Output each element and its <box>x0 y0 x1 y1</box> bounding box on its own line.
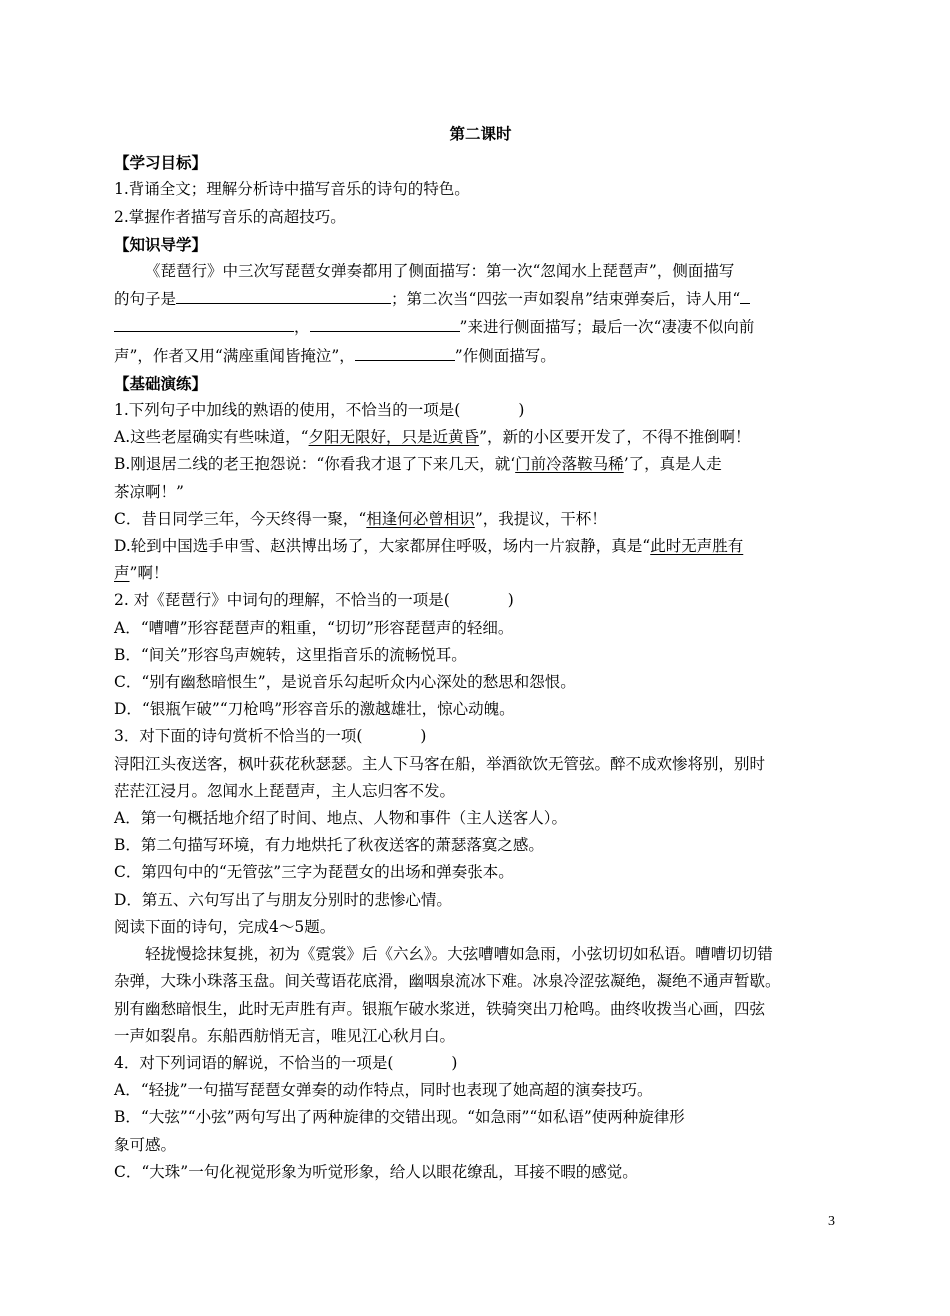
question-3-option-c: C．第四句中的“无管弦”三字为琵琶女的出场和弹奏张本。 <box>114 863 514 882</box>
guide-paragraph-line-4 <box>114 342 847 370</box>
guide-paragraph-line-2 <box>114 285 847 313</box>
question-text: 2. 对《琵琶行》中词句的理解，不恰当的一项是( <box>114 591 450 610</box>
question-text: ) <box>420 727 427 746</box>
answer-blank-4[interactable] <box>355 342 455 361</box>
guide-text: 声”，作者又用“满座重闻皆掩泣”， <box>114 346 355 365</box>
question-2-stem <box>114 587 847 614</box>
objective-item-1: 1.背诵全文；理解分析诗中描写音乐的诗句的特色。 <box>114 180 470 199</box>
question-4-option-b-cont: 象可感。 <box>114 1135 177 1154</box>
guide-paragraph-line-1: 《琵琶行》中三次写琵琶女弹奏都用了侧面描写：第一次“忽闻水上琵琶声”，侧面描写 <box>145 262 735 281</box>
answer-blank-2a[interactable] <box>740 285 750 304</box>
question-3-poem-line-1: 浔阳江头夜送客，枫叶荻花秋瑟瑟。主人下马客在船，举酒欲饮无管弦。醉不成欢惨将别，别时 <box>114 754 766 773</box>
question-4-option-c: C．“大珠”一句化视觉形象为听觉形象，给人以眼花缭乱，耳接不暇的感觉。 <box>114 1162 638 1181</box>
underlined-idiom: 门前冷落鞍马稀 <box>515 455 624 474</box>
question-1-option-b <box>114 451 847 478</box>
question-2-option-d: D．“银瓶乍破”“刀枪鸣”形容音乐的激越雄壮，惊心动魄。 <box>114 700 515 719</box>
question-3-poem-line-2: 茫茫江浸月。忽闻水上琵琶声，主人忘归客不发。 <box>114 781 456 800</box>
poem-line-3: 别有幽愁暗恨生，此时无声胜有声。银瓶乍破水浆迸，铁骑突出刀枪鸣。曲终收拨当心画，四弦 <box>114 999 766 1018</box>
poem-line-2: 杂弹，大珠小珠落玉盘。间关莺语花底滑，幽咽泉流冰下难。冰泉冷涩弦凝绝，凝绝不通声暂歇。 <box>114 972 781 991</box>
option-text: C．昔日同学三年，今天终得一聚，“ <box>114 509 367 528</box>
guide-text: ；第二次当“四弦一声如裂帛”结束弹奏后，诗人用“ <box>391 290 741 309</box>
question-text: ) <box>507 591 514 610</box>
question-text: 3．对下面的诗句赏析不恰当的一项( <box>114 727 363 746</box>
question-1-option-d-cont <box>114 560 847 587</box>
question-2-option-c: C．“别有幽愁暗恨生”，是说音乐勾起听众内心深处的愁思和怨恨。 <box>114 673 576 692</box>
answer-blank-1[interactable] <box>176 285 391 304</box>
guide-heading: 【知识导学】 <box>114 234 208 254</box>
guide-text: ”作侧面描写。 <box>454 346 556 365</box>
underlined-idiom: 相逢何必曾相识 <box>366 509 475 528</box>
guide-text: ， <box>294 318 310 337</box>
question-3-option-b: B．第二句描写环境，有力地烘托了秋夜送客的萧瑟落寞之感。 <box>114 836 544 855</box>
option-text: A.这些老屋确实有些味道，“ <box>114 428 309 447</box>
option-text: ”啊！ <box>129 564 169 583</box>
option-text: ”，新的小区要开发了，不得不推倒啊！ <box>479 428 751 447</box>
option-text: B.刚退居二线的老王抱怨说：“你看我才退了下来几天，就‘ <box>114 455 516 474</box>
answer-blank-3[interactable] <box>310 313 460 332</box>
question-4-option-b: B．“大弦”“小弦”两句写出了两种旋律的交错出现。“如急雨”“如私语”使两种旋律形 <box>114 1108 685 1127</box>
question-1-option-c <box>114 506 847 533</box>
poem-line-4: 一声如裂帛。东船西舫悄无言，唯见江心秋月白。 <box>114 1026 456 1045</box>
question-1-option-a <box>114 424 847 451</box>
guide-paragraph-line-3 <box>114 313 847 341</box>
question-3-option-d: D．第五、六句写出了与朋友分别时的悲惨心情。 <box>114 890 452 909</box>
underlined-idiom: 夕阳无限好，只是近黄昏 <box>308 428 480 447</box>
practice-heading: 【基础演练】 <box>114 373 208 393</box>
objective-item-2: 2.掌握作者描写音乐的高超技巧。 <box>114 207 346 226</box>
guide-text: ”来进行侧面描写；最后一次“凄凄不似向前 <box>459 318 755 337</box>
answer-blank-2b[interactable] <box>114 313 294 332</box>
underlined-idiom: 声 <box>114 564 130 583</box>
option-text: ’了，真是人走 <box>623 455 722 474</box>
question-4-stem <box>114 1050 847 1077</box>
question-text: 4．对下列词语的解说，不恰当的一项是( <box>114 1053 394 1072</box>
question-text: 1.下列句子中加线的熟语的使用，不恰当的一项是( <box>114 401 461 420</box>
reading-intro: 阅读下面的诗句，完成4～5题。 <box>114 917 336 936</box>
objectives-heading: 【学习目标】 <box>114 153 208 173</box>
question-text: ) <box>518 401 525 420</box>
page-number: 3 <box>828 1214 835 1229</box>
question-1-option-d <box>114 533 847 560</box>
question-4-option-a: A．“轻拢”一句描写琵琶女弹奏的动作特点，同时也表现了她高超的演奏技巧。 <box>114 1081 653 1100</box>
question-text: ) <box>451 1053 458 1072</box>
question-1-option-b-cont: 茶凉啊！” <box>114 482 184 501</box>
question-2-option-a: A．“嘈嘈”形容琵琶声的粗重，“切切”形容琵琶声的轻细。 <box>114 618 514 637</box>
poem-line-1: 轻拢慢捻抹复挑，初为《霓裳》后《六幺》。大弦嘈嘈如急雨，小弦切切如私语。嘈嘈切切错 <box>145 945 773 964</box>
lesson-title: 第二课时 <box>449 124 512 143</box>
question-3-option-a: A．第一句概括地介绍了时间、地点、人物和事件（主人送客人）。 <box>114 809 567 828</box>
option-text: D.轮到中国选手申雪、赵洪博出场了，大家都屏住呼吸，场内一片寂静，真是“ <box>114 537 651 556</box>
guide-text: 的句子是 <box>114 290 177 309</box>
underlined-idiom: 此时无声胜有 <box>650 537 744 556</box>
option-text: ”，我提议，干杯！ <box>474 509 607 528</box>
page-content <box>114 120 847 1186</box>
question-1-stem <box>114 397 847 424</box>
question-3-stem <box>114 723 847 750</box>
question-2-option-b: B．“间关”形容鸟声婉转，这里指音乐的流畅悦耳。 <box>114 645 467 664</box>
